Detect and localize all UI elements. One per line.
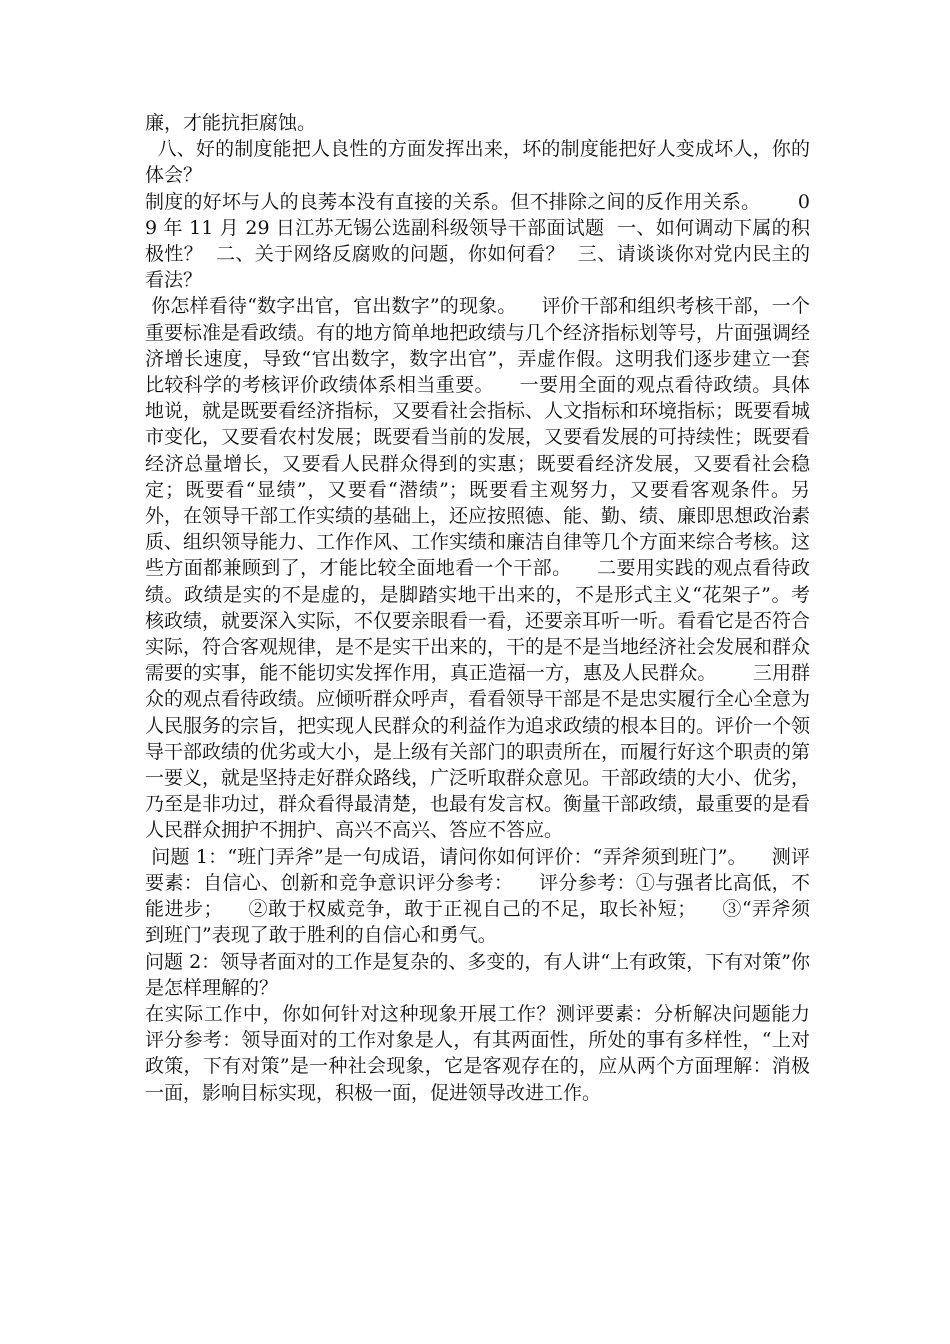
paragraph-2: 八、好的制度能把人良性的方面发挥出来，坏的制度能把好人变成坏人，你的体会？	[145, 138, 810, 187]
paragraph-1: 廉，才能抗拒腐蚀。	[145, 112, 317, 134]
document-page	[145, 110, 823, 1106]
paragraph-5: 问题 1：“班门弄斧”是一句成语，请问你如何评价：“弄斧须到班门”。 测评要素：自信心、创新和竞争意识评分参考： 评分参考：①与强者比高低，不能进步； ②敢于权威竞争，敢于正视自己的不足，取长补短； ③“弄斧须到班门”表现了敢于胜利的自信心和勇气。	[145, 845, 810, 947]
paragraph-7: 在实际工作中，你如何针对这种现象开展工作？测评要素：分析解决问题能力 评分参考：领导面对的工作对象是人，有其两面性，所处的事有多样性，“上对政策，下有对策”是一种社会现象，它是客观存在的，应从两个方面理解：消极一面，影响目标实现，积极一面，促进领导改进工作。	[145, 1002, 823, 1104]
paragraph-4: 你怎样看待“数字出官，官出数字”的现象。 评价干部和组织考核干部，一个重要标准是看政绩。有的地方简单地把政绩与几个经济指标划等号，片面强调经济增长速度，导致“官出数字，数字出官”，弄虚作假。这明我们逐步建立一套比较科学的考核评价政绩体系相当重要。 一要用全面的观点看待政绩。具体地说，就是既要看经济指标，又要看社会指标、人文指标和环境指标；既要看城市变化，又要看农村发展；既要看当前的发展，又要看发展的可持续性；既要看经济总量增长，又要看人民群众得到的实惠；既要看经济发展，又要看社会稳定；既要看“显绩”，又要看“潜绩”；既要看主观努力，又要看客观条件。另外，在领导干部工作实绩的基础上，还应按照德、能、勤、绩、廉即思想政治素质、组织领导能力、工作作风、工作实绩和廉洁自律等几个方面来综合考核。这些方面都兼顾到了，才能比较全面地看一个干部。 二要用实践的观点看待政绩。政绩是实的不是虚的，是脚踏实地干出来的，不是形式主义“花架子”。考核政绩，就要深入实际，不仅要亲眼看一看，还要亲耳听一听。看看它是否符合实际，符合客观规律，是不是实干出来的，干的是不是当地经济社会发展和群众需要的实事，能不能切实发挥作用，真正造福一方，惠及人民群众。 三用群众的观点看待政绩。应倾听群众呼声，看看领导干部是不是忠实履行全心全意为人民服务的宗旨，把实现人民群众的利益作为追求政绩的根本目的。评价一个领导干部政绩的优劣或大小，是上级有关部门的职责所在，而履行好这个职责的第一要义，就是坚持走好群众路线，广泛听取群众意见。干部政绩的大小、优劣，乃至是非功过，群众看得最清楚，也最有发言权。衡量干部政绩，最重要的是看人民群众拥护不拥护、高兴不高兴、答应不答应。	[145, 295, 811, 842]
paragraph-6: 问题 2：领导者面对的工作是复杂的、多变的，有人讲“上有政策，下有对策”你是怎样理解的？	[145, 950, 810, 999]
paragraph-3: 制度的好坏与人的良莠本没有直接的关系。但不排除之间的反作用关系。 09 年 11 月 29 日江苏无锡公选副科级领导干部面试题 一、如何调动下属的积极性？ 二、关于网络反腐败的问题，你如何看？ 三、请谈谈你对党内民主的看法？	[145, 190, 810, 292]
